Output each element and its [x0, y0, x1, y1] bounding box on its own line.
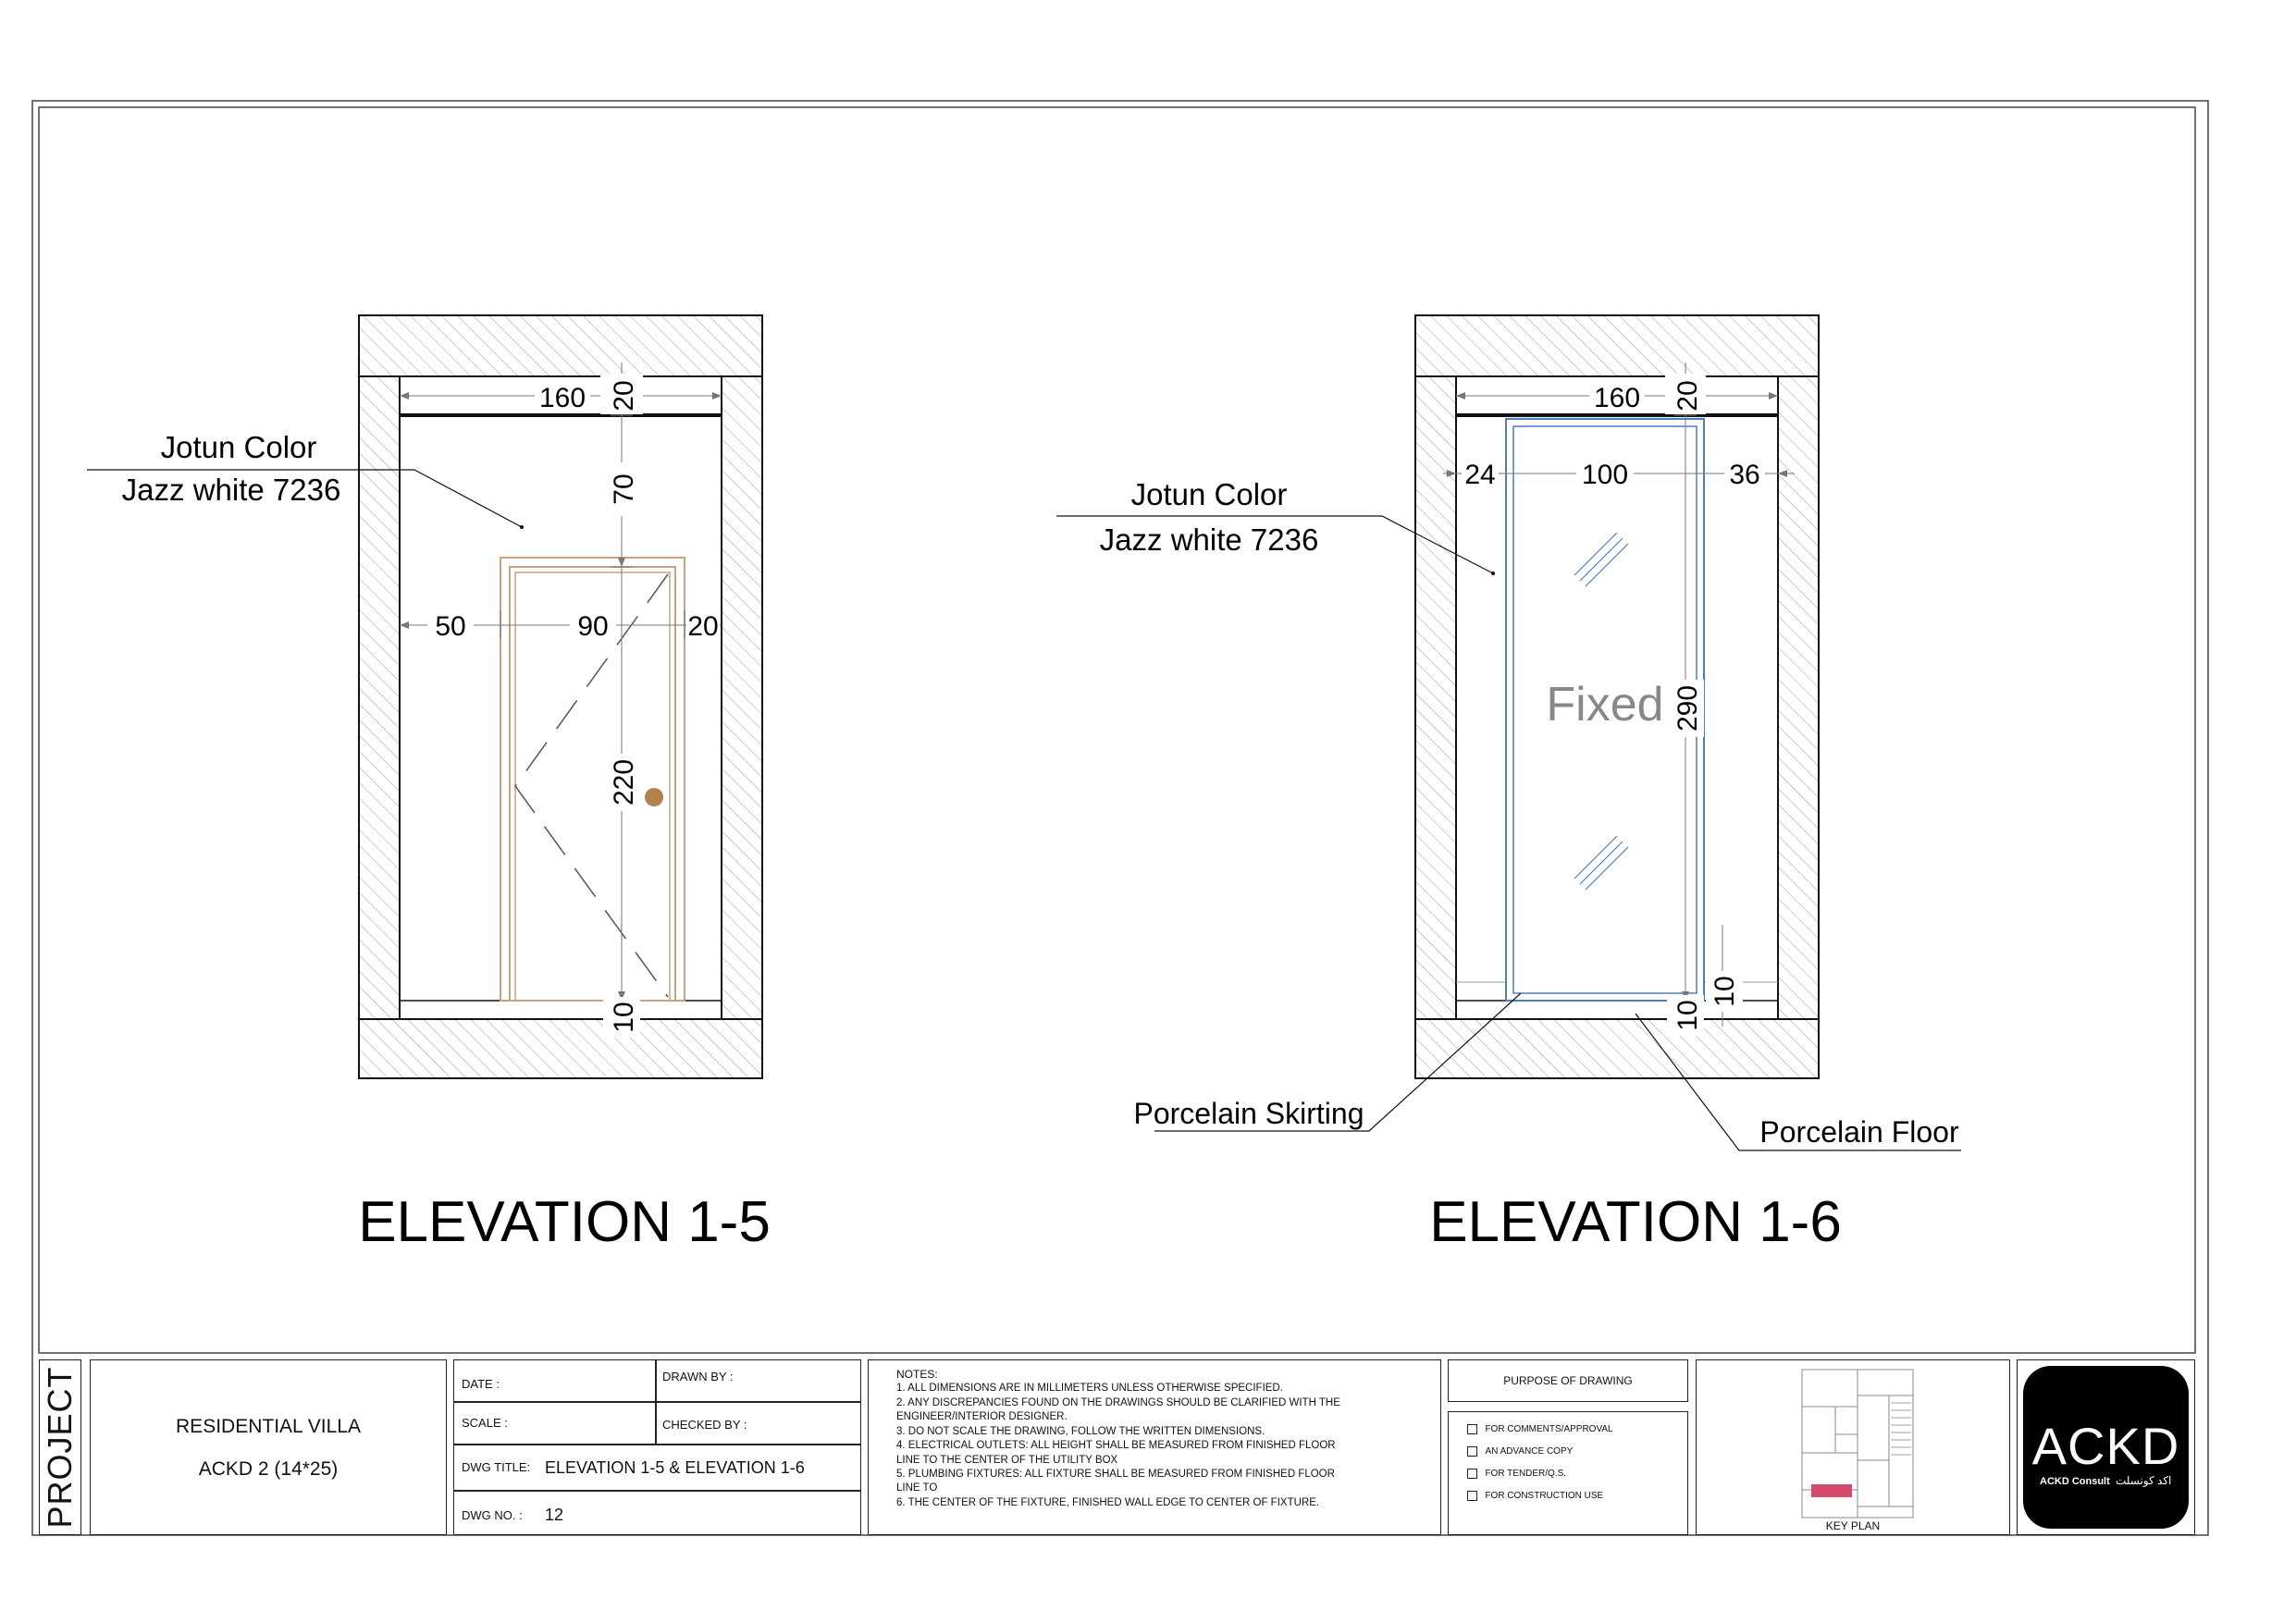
checkbox-icon[interactable] [1467, 1446, 1477, 1457]
checkbox-icon[interactable] [1467, 1424, 1477, 1434]
paint-label-line2: Jazz white 7236 [1099, 523, 1319, 557]
dim-right: 36 [1729, 460, 1760, 490]
note-line: ENGINEER/INTERIOR DESIGNER. [896, 1411, 1068, 1422]
date-label: DATE : [462, 1377, 500, 1391]
dim-bottom-b: 10 [1710, 976, 1740, 1007]
ceiling-hatch [359, 315, 762, 376]
dim-width: 160 [1593, 383, 1641, 413]
notes-heading: NOTES: [896, 1368, 938, 1381]
purpose-option-label: FOR TENDER/Q.S. [1485, 1469, 1567, 1480]
checkbox-icon[interactable] [1467, 1469, 1477, 1479]
door-knob [645, 788, 663, 806]
logo-subtitle-en: ACKD Consult [2040, 1476, 2110, 1487]
purpose-option[interactable] [1467, 1421, 1613, 1438]
dimension-arrows [400, 392, 722, 1001]
purpose-option-label: FOR COMMENTS/APPROVAL [1485, 1424, 1613, 1435]
purpose-option[interactable] [1467, 1444, 1573, 1460]
dim-upper: 70 [609, 473, 639, 505]
dim-top: 20 [609, 380, 639, 412]
notes-box [868, 1359, 1441, 1535]
dim-glass-height: 290 [1673, 684, 1703, 732]
note-line: 3. DO NOT SCALE THE DRAWING, FOLLOW THE WRITTEN DIMENSIONS. [896, 1426, 1265, 1437]
right-wall-hatch [722, 376, 762, 1019]
drawing-info-box [453, 1359, 861, 1535]
dwg-no: 12 [545, 1506, 564, 1524]
glass-label: Fixed [1546, 678, 1664, 732]
dwg-no-label: DWG NO. : [462, 1508, 523, 1522]
floor-label: Porcelain Floor [1759, 1115, 1959, 1149]
elevation-title: ELEVATION 1-5 [358, 1190, 771, 1254]
note-line: 5. PLUMBING FIXTURES: ALL FIXTURE SHALL BE MEASURED FROM FINISHED FLOOR [896, 1469, 1335, 1480]
logo-box [2017, 1359, 2195, 1535]
floor-hatch [1415, 1019, 1819, 1078]
paint-label-line1: Jotun Color [1130, 477, 1288, 511]
dwg-title: ELEVATION 1-5 & ELEVATION 1-6 [545, 1458, 805, 1477]
dim-bottom-a: 10 [1673, 1000, 1703, 1031]
paint-label-line2: Jazz white 7236 [121, 473, 341, 507]
project-name: RESIDENTIAL VILLA [176, 1416, 361, 1437]
key-plan-box [1696, 1359, 2010, 1535]
project-code: ACKD 2 (14*25) [198, 1458, 339, 1480]
key-plan-highlight [1811, 1484, 1852, 1497]
floor-hatch [359, 1019, 762, 1078]
dim-door: 90 [577, 611, 609, 642]
dim-right: 20 [687, 611, 719, 642]
note-line: 4. ELECTRICAL OUTLETS: ALL HEIGHT SHALL BE MEASURED FROM FINISHED FLOOR [896, 1440, 1336, 1451]
project-tab-label: PROJECT [41, 1366, 79, 1529]
purpose-option[interactable] [1467, 1488, 1603, 1505]
dwg-title-label: DWG TITLE: [462, 1460, 531, 1474]
dim-glass: 100 [1581, 460, 1629, 490]
note-line: 6. THE CENTER OF THE FIXTURE, FINISHED WALL EDGE TO CENTER OF FIXTURE. [896, 1497, 1320, 1508]
dim-top: 20 [1673, 380, 1703, 412]
project-tab [39, 1359, 81, 1535]
dim-left: 24 [1464, 460, 1496, 490]
note-line: LINE TO THE CENTER OF THE UTILITY BOX [896, 1455, 1118, 1466]
dim-width: 160 [538, 383, 586, 413]
left-wall-hatch [359, 376, 400, 1019]
purpose-heading-box [1448, 1359, 1688, 1402]
note-line: LINE TO [896, 1482, 938, 1494]
ceiling-hatch [1415, 315, 1819, 376]
purpose-heading: PURPOSE OF DRAWING [1503, 1374, 1633, 1387]
checked-by-label: CHECKED BY : [662, 1418, 747, 1432]
note-line: 2. ANY DISCREPANCIES FOUND ON THE DRAWINGS SHOULD BE CLARIFIED WITH THE [896, 1397, 1340, 1408]
drawn-by-label: DRAWN BY : [662, 1370, 734, 1383]
project-info-box [90, 1359, 447, 1535]
dimension-lines [400, 363, 722, 1034]
purpose-options-box [1448, 1411, 1688, 1535]
skirting-label: Porcelain Skirting [1133, 1097, 1364, 1130]
purpose-option-label: AN ADVANCE COPY [1485, 1446, 1574, 1457]
inner-opening [400, 376, 722, 1019]
checkbox-icon[interactable] [1467, 1491, 1477, 1501]
dim-left: 50 [435, 611, 466, 642]
paint-label-line1: Jotun Color [160, 430, 317, 464]
ackd-logo [2023, 1366, 2189, 1529]
key-plan-icon [1798, 1366, 1919, 1521]
dim-door-height: 220 [609, 758, 639, 806]
logo-subtitle-ar: اكد كونسلت [2116, 1474, 2172, 1487]
scale-label: SCALE : [462, 1416, 508, 1430]
wall-outline [359, 315, 762, 1078]
elevation-1-6 [1056, 315, 1961, 1254]
dim-bottom: 10 [609, 1002, 639, 1033]
elevation-1-5 [87, 315, 771, 1254]
note-line: 1. ALL DIMENSIONS ARE IN MILLIMETERS UNLESS OTHERWISE SPECIFIED. [896, 1383, 1283, 1394]
key-plan-label: KEY PLAN [1825, 1519, 1881, 1532]
logo-text: ACKD [2031, 1417, 2180, 1475]
purpose-option-label: FOR CONSTRUCTION USE [1485, 1491, 1604, 1502]
purpose-option[interactable] [1467, 1466, 1566, 1482]
elevation-title: ELEVATION 1-6 [1429, 1190, 1842, 1254]
